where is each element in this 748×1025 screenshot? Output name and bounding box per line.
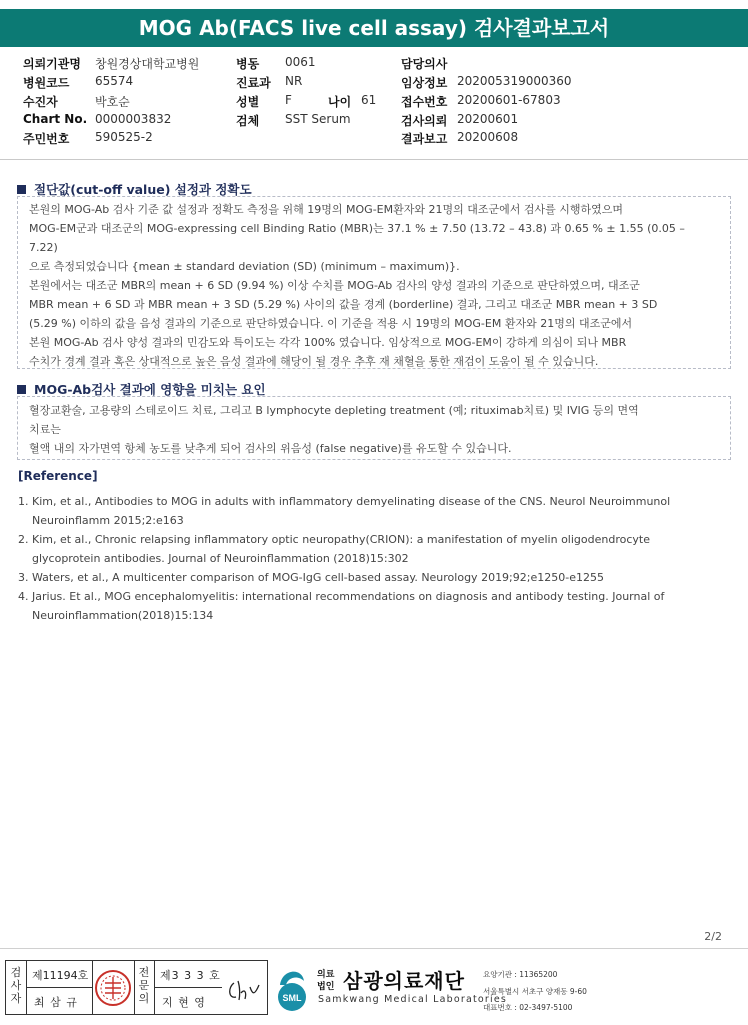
corp-type-line1: 의료 [317,970,335,980]
reference-item [18,492,718,530]
report-footer [0,951,748,1025]
reference-item [18,568,718,587]
seal-stamp-icon [92,961,134,1014]
header-divider [0,159,748,160]
info-value: 590525-2 [95,130,153,144]
age-value: 61 [361,93,377,107]
body-line: MBR mean + 6 SD 과 MBR mean + 3 SD (5.29 %) 사이의 값을 경계 (borderline) 결과, 그리고 대조군 MBR mean + 3 SD [29,298,658,311]
info-label: 수진자 [23,95,58,109]
reference-item [18,530,718,568]
body-line: 본원에서는 대조군 MBR의 mean + 6 SD (9.94 %) 이상 수치를 MOG-Ab 검사의 양성 결과의 기준으로 판단하였으며, 대조군 [29,279,640,292]
age-label: 나이 [328,95,352,109]
info-value: 20200601 [457,112,519,126]
info-label: 성별 [236,95,260,109]
reference-list [18,492,718,625]
info-label: 검체 [236,114,260,128]
vertical-label-char: 문 [138,979,150,992]
reference-text: Waters, et al., A multicenter comparison of MOG-IgG cell-based assay. Neurology 2019;92;e1250-e1255 [32,571,604,584]
info-label: 주민번호 [23,132,70,146]
specialist-name: 지 현 영 [162,996,206,1009]
contact-code: 요양기관 : 11365200 [483,970,558,979]
info-value: 20200608 [457,130,519,144]
reference-text: glycoprotein antibodies. Journal of Neuroinflammation (2018)15:302 [32,552,409,565]
page-number: 2/2 [704,930,722,943]
info-label: 임상정보 [401,76,448,90]
body-line: (5.29 %) 이하의 값을 음성 결과의 기준으로 판단하였습니다. 이 기준을 적용 시 19명의 MOG-EM 환자와 21명의 대조군에서 [29,317,633,330]
body-line: 으로 측정되었습니다 {mean ± standard deviation (SD) (minimum – maximum)}. [29,260,460,273]
lab-brand [272,959,748,1019]
handwritten-signature-icon [226,975,264,1005]
examiner-name: 최 삼 규 [34,996,78,1009]
footer-divider [0,948,748,949]
info-value: 65574 [95,74,134,88]
info-value: F [285,93,292,107]
vertical-label-char: 자 [10,992,22,1005]
bullet-square-icon [17,385,26,394]
info-label: 담당의사 [401,57,448,71]
reference-number: 2. [18,533,29,546]
info-label: 병동 [236,57,260,71]
sml-logo-icon [272,963,314,1013]
specialist-label-cell [134,961,155,1014]
info-label: 접수번호 [401,95,448,109]
info-value: 창원경상대학교병원 [95,57,200,71]
body-line: 본원 MOG-Ab 검사 양성 결과의 민감도와 특이도는 각각 100% 였습니다. 임상적으로 MOG-EM이 강하게 의심이 되나 MBR [29,336,627,349]
bullet-square-icon [17,185,26,194]
signature-box [5,960,268,1015]
report-title: MOG Ab(FACS live cell assay) 검사결과보고서 [0,9,748,47]
body-line: 혈장교환술, 고용량의 스테로이드 치료, 그리고 B lymphocyte depleting treatment (예; rituximab치료) 및 IVIG 등의 면역 [29,404,639,417]
info-label: 진료과 [236,76,271,90]
info-label: 의뢰기관명 [23,57,81,71]
section-factors-body [17,396,731,460]
vertical-label-char: 의 [138,992,150,1005]
reference-number: 4. [18,590,29,603]
reference-text: Kim, et al., Chronic relapsing inflammatory optic neuropathy(CRION): a manifestation of myelin oligodendrocyte [32,533,650,546]
body-line: 본원의 MOG-Ab 검사 기준 값 설정과 정확도 측정을 위해 19명의 MOG-EM환자와 21명의 대조군에서 검사를 시행하였으며 [29,203,623,216]
body-line: 7.22) [29,241,58,254]
org-name: 삼광의료재단 [343,969,465,993]
specialist-license: 제3 3 3 호 [160,969,221,982]
org-name-en: Samkwang Medical Laboratories [318,994,508,1005]
section-factors-title: MOG-Ab검사 결과에 영향을 미치는 요인 [34,382,266,397]
examiner-label-cell [6,961,27,1014]
info-value: NR [285,74,303,88]
examiner-license: 제11194호 [32,969,89,982]
info-label: 검사의뢰 [401,114,448,128]
reference-text: Neuroinflammation(2018)15:134 [32,609,214,622]
info-label: 결과보고 [401,132,448,146]
info-value: 20200601-67803 [457,93,561,107]
info-value: 0000003832 [95,112,172,126]
reference-text: Kim, et al., Antibodies to MOG in adults with inflammatory demyelinating disease of the CNS. Neurol Neuroimmunol [32,495,671,508]
contact-phone: 대표번호 : 02-3497-5100 [483,1003,573,1012]
vertical-label-char: 사 [10,979,22,992]
reference-number: 3. [18,571,29,584]
info-value: SST Serum [285,112,351,126]
corp-type-line2: 법인 [317,982,335,992]
body-line: 치료는 [29,423,61,436]
info-value: 박호순 [95,95,130,109]
specialist-row-divider [154,987,222,988]
vertical-label-char: 검 [10,966,22,979]
examiner-label [9,966,23,1005]
section-cutoff-title: 절단값(cut-off value) 설정과 정확도 [34,182,252,197]
examiner-info-cell [26,961,93,1014]
specialist-info-cell [154,961,267,1014]
info-value: 202005319000360 [457,74,572,88]
info-value: 0061 [285,55,316,69]
reference-heading: [Reference] [18,469,98,483]
reference-text: Neuroinflamm 2015;2:e163 [32,514,184,527]
reference-item [18,587,718,625]
examiner-seal-cell [92,961,135,1014]
specialist-label [137,966,151,1005]
body-line: 혈액 내의 자가면역 항체 농도를 낮추게 되어 검사의 위음성 (false negative)를 유도할 수 있습니다. [29,442,512,455]
info-label: 병원코드 [23,76,70,90]
reference-number: 1. [18,495,29,508]
section-cutoff-body [17,196,731,369]
body-line: 수치가 경계 결과 혹은 상대적으로 높은 음성 결과에 해당이 될 경우 추후 재 채혈을 통한 재검이 도움이 될 수 있습니다. [29,355,599,368]
contact-address: 서울특별시 서초구 양재동 9-60 [483,987,587,996]
body-line: MOG-EM군과 대조군의 MOG-expressing cell Binding Ratio (MBR)는 37.1 % ± 7.50 (13.72 – 43.8) 과 0.65 % ± 1.55 (0.05 – [29,222,685,235]
examiner-row-divider [26,987,92,988]
vertical-label-char: 전 [138,966,150,979]
reference-text: Jarius. Et al., MOG encephalomyelitis: international recommendations on diagnosis and antibody testing. Journal of [32,590,665,603]
info-label: Chart No. [23,112,88,126]
logo-text: SML [282,993,302,1003]
